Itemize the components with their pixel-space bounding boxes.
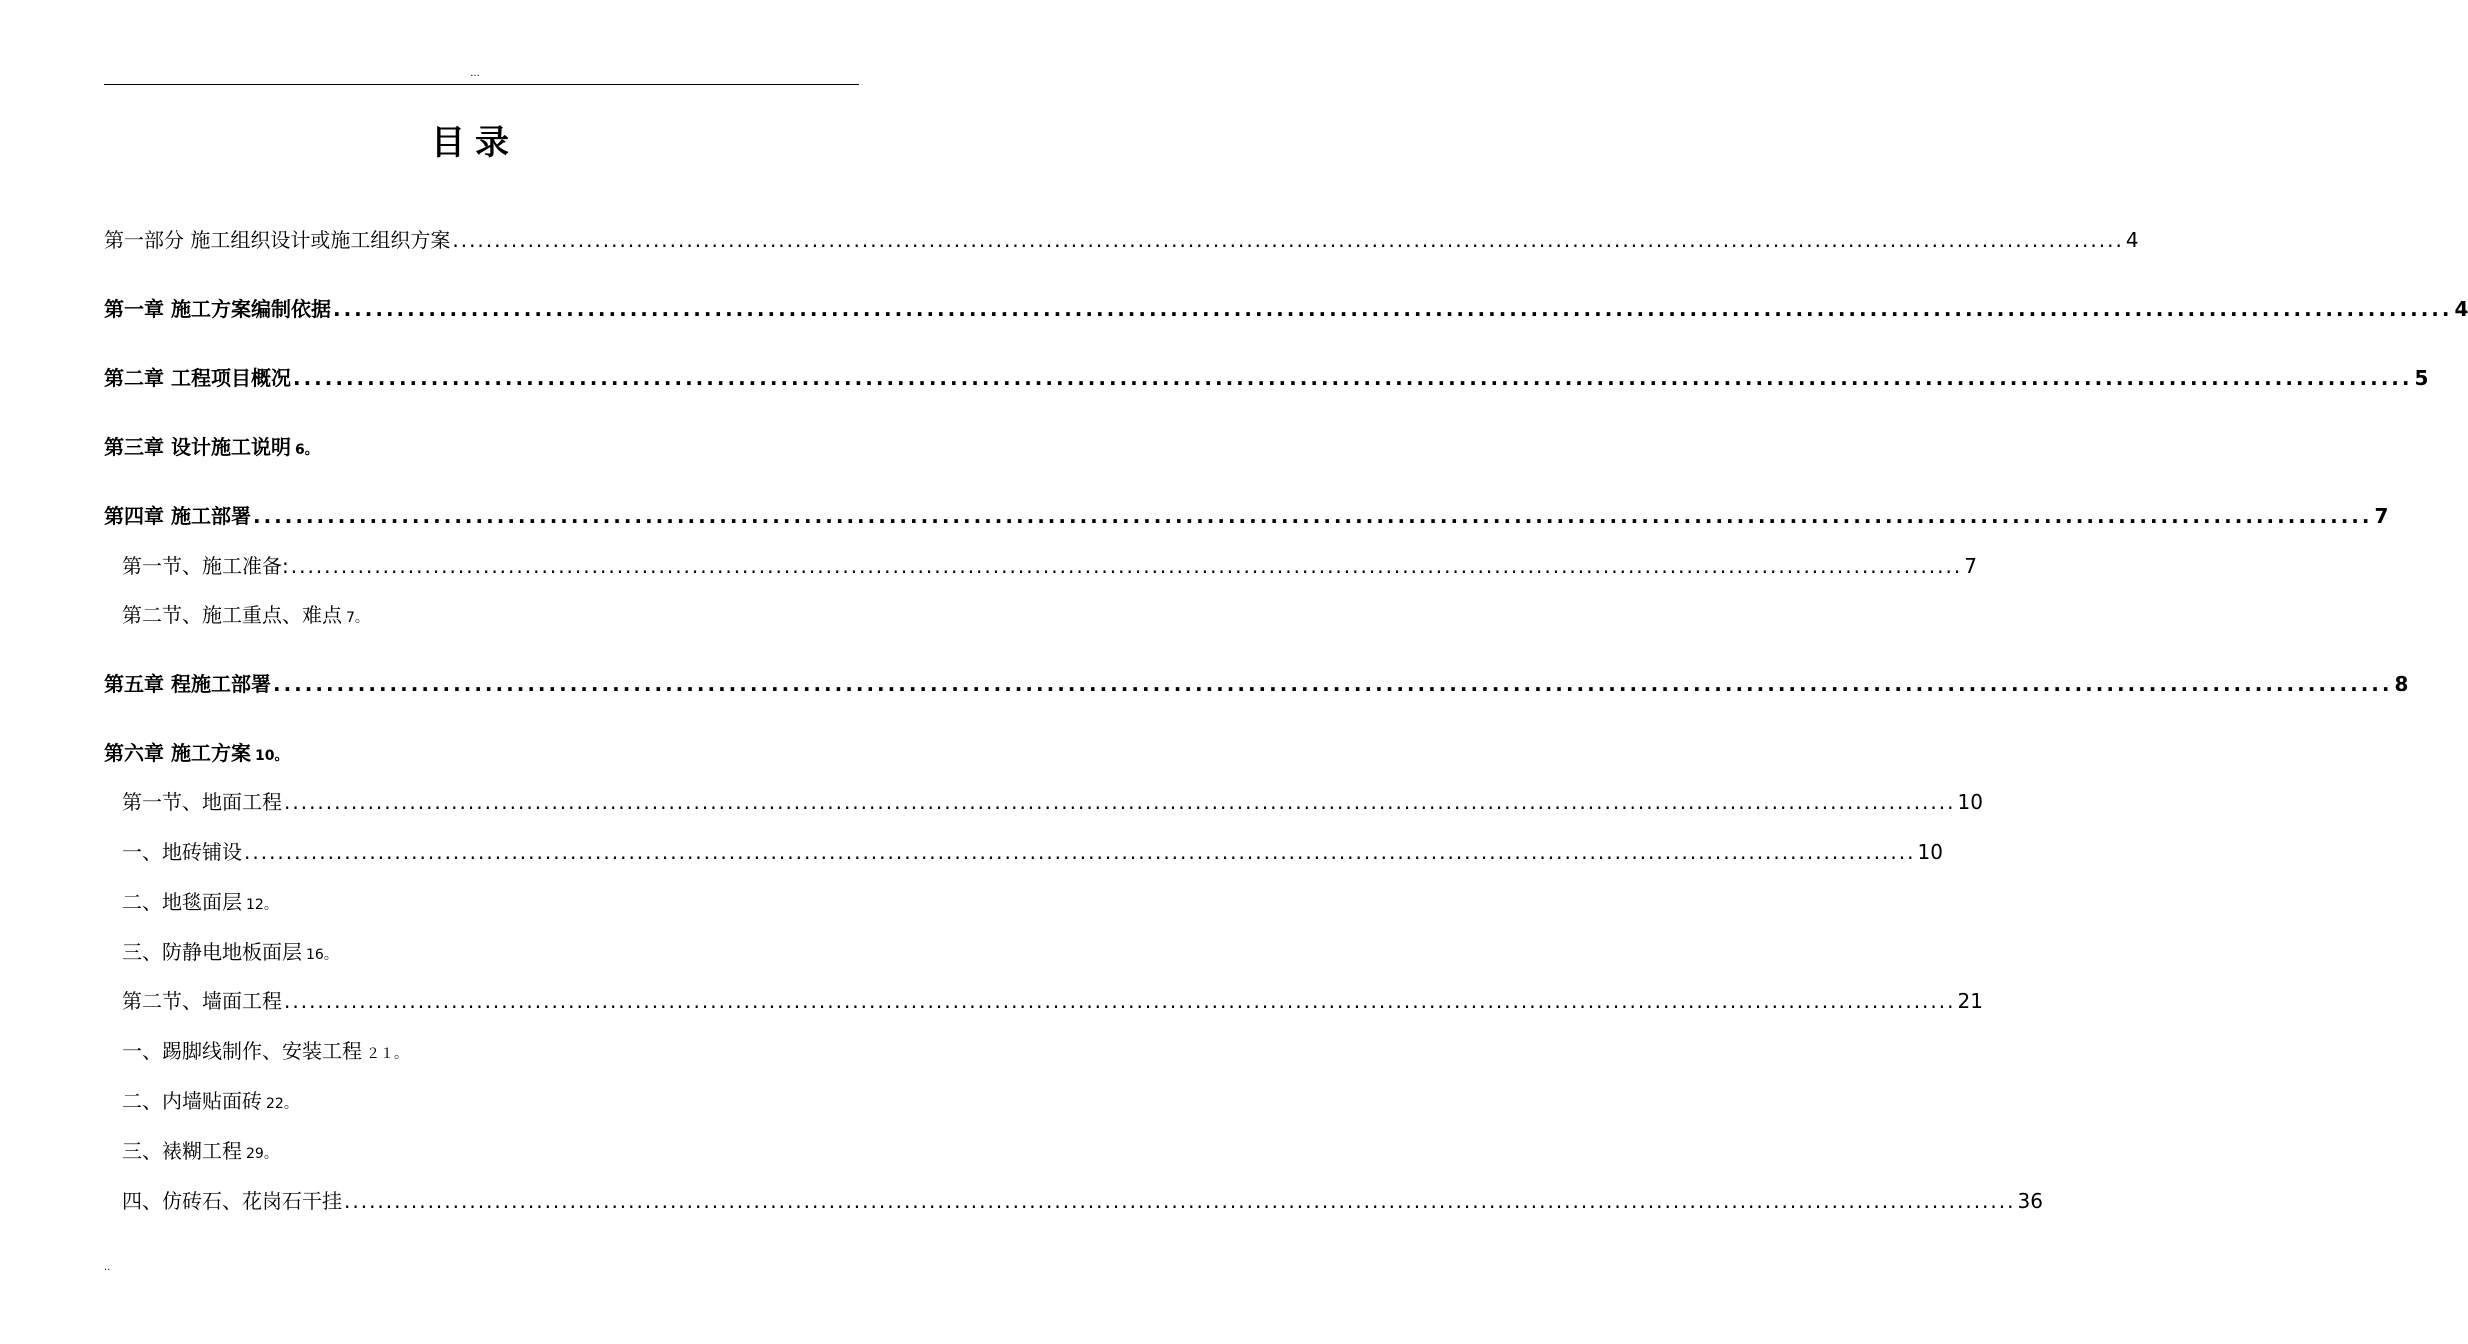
- toc-entry[interactable]: [122, 1086, 859, 1116]
- toc-entry[interactable]: [122, 787, 1983, 817]
- toc-page-number: 16。: [306, 947, 338, 963]
- toc-leader-dots: ........................................................................................................................................................................................................: [284, 989, 1956, 1013]
- toc-entry[interactable]: [104, 432, 859, 462]
- toc-entry-label: 一、踢脚线制作、安装工程: [122, 1039, 362, 1063]
- toc-entry-label: 第二节、施工重点、难点: [122, 603, 342, 627]
- toc-entry-label: 一、地砖铺设: [122, 840, 242, 864]
- toc-entry-label: 第二节、墙面工程: [122, 989, 282, 1013]
- toc-entry-label: 第五章 程施工部署: [104, 672, 271, 696]
- toc-entry[interactable]: [122, 1136, 859, 1166]
- toc-page-number: 4: [2125, 228, 2139, 252]
- toc-entry[interactable]: [122, 1036, 859, 1066]
- header-mark: ...: [470, 68, 480, 79]
- toc-entry-label: 第三章 设计施工说明: [104, 435, 291, 459]
- toc-entry-label: 第一节、地面工程: [122, 790, 282, 814]
- toc-entry[interactable]: [104, 294, 2468, 324]
- toc-entry[interactable]: [122, 887, 859, 917]
- toc-entry[interactable]: [104, 501, 2389, 531]
- toc-leader-dots: ........................................................................................................................................................................................................: [452, 228, 2124, 252]
- toc-page-number: 5: [2414, 366, 2429, 390]
- toc-entry-label: 三、裱糊工程: [122, 1139, 242, 1163]
- toc-entry[interactable]: [122, 1186, 2043, 1216]
- toc-entry-label: 三、防静电地板面层: [122, 940, 302, 964]
- toc-leader-dots: ........................................................................................................................................................................................................: [244, 840, 1916, 864]
- toc-entry[interactable]: [104, 669, 2409, 699]
- toc-page-number: 29。: [246, 1146, 278, 1162]
- toc-entry[interactable]: [122, 551, 1977, 581]
- toc-entry-label: 第六章 施工方案: [104, 741, 251, 765]
- toc-entry[interactable]: [122, 837, 1943, 867]
- toc-entry[interactable]: [122, 986, 1983, 1016]
- toc-entry-label: 第二章 工程项目概况: [104, 366, 291, 390]
- toc-page-number: 10。: [254, 748, 289, 764]
- toc-entry[interactable]: [104, 738, 859, 768]
- toc-page-number: 10: [1917, 840, 1943, 864]
- toc-leader-dots: ........................................................................................................................................................................................................: [252, 504, 2373, 528]
- toc-page-number: 12。: [246, 897, 278, 913]
- toc-page-number: 7: [1964, 554, 1977, 578]
- toc-entry-label: 二、内墙贴面砖: [122, 1089, 262, 1113]
- page-title: 目录: [431, 123, 519, 163]
- toc-entry[interactable]: [122, 600, 859, 630]
- toc-page-number: 7: [2374, 504, 2389, 528]
- toc-entry-label: 第四章 施工部署: [104, 504, 251, 528]
- toc-page-number: 6。: [294, 442, 319, 458]
- toc-leader-dots: ........................................................................................................................................................................................................: [344, 1189, 2016, 1213]
- toc-leader-dots: ........................................................................................................................................................................................................: [272, 672, 2393, 696]
- toc-entry-label: 第一部分 施工组织设计或施工组织方案: [104, 228, 451, 252]
- toc-entry-label: 第一章 施工方案编制依据: [104, 297, 331, 321]
- toc-page-number: 21: [1957, 989, 1983, 1013]
- toc-entry[interactable]: [104, 225, 2139, 255]
- toc-page-number: 10: [1957, 790, 1983, 814]
- toc-leader-dots: ........................................................................................................................................................................................................: [292, 366, 2413, 390]
- toc-leader-dots: ........................................................................................................................................................................................................: [284, 790, 1956, 814]
- toc-page-number: 4: [2454, 297, 2468, 321]
- toc-entry-label: 二、地毯面层: [122, 890, 242, 914]
- toc-page-number: ２１。: [366, 1046, 408, 1062]
- toc-leader-dots: ........................................................................................................................................................................................................: [290, 554, 1963, 578]
- toc-entry[interactable]: [104, 363, 2429, 393]
- toc-leader-dots: ........................................................................................................................................................................................................: [332, 297, 2453, 321]
- toc-entry-label: 第一节、施工准备:: [122, 554, 289, 578]
- toc-entry[interactable]: [122, 937, 859, 967]
- toc-page-number: 22。: [266, 1096, 298, 1112]
- toc-page-number: 36: [2017, 1189, 2043, 1213]
- toc-entry-label: 四、仿砖石、花岗石干挂: [122, 1189, 342, 1213]
- footer-mark: ..: [104, 1262, 111, 1273]
- header-rule: [104, 84, 859, 85]
- toc-page-number: 7。: [346, 610, 369, 626]
- toc-page-number: 8: [2394, 672, 2409, 696]
